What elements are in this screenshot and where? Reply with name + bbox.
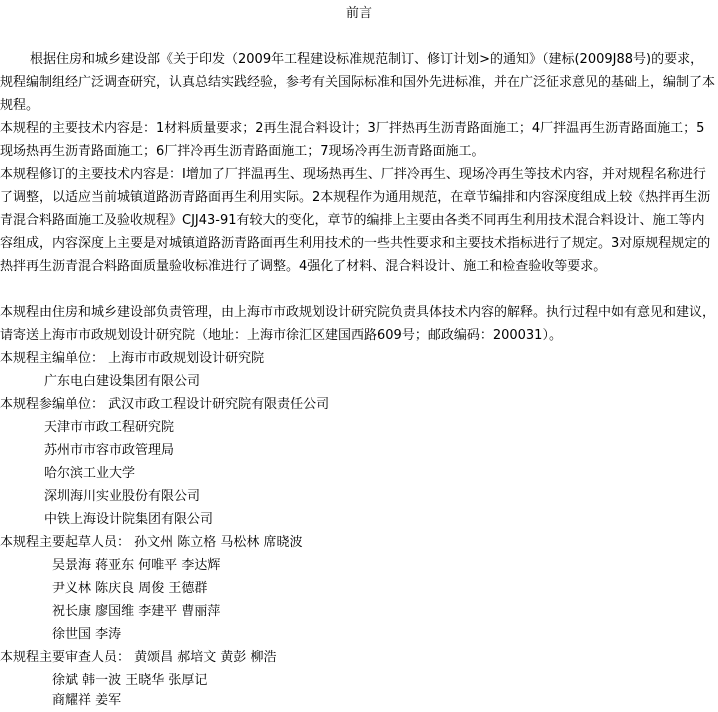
chief-editor-line (0, 347, 264, 370)
paragraph-revision-content: 本规程修订的主要技术内容是：I增加了厂拌温再生、现场热再生、厂拌冷再生、现场冷再生等技术内容，并对规程名称进行了调整，以适应当前城镇道路沥青路面再生利用实际。2本规程作为通用规范，在章节编排和内容深度组成上较《热拌再生沥青混合料路面施工及验收规程》CJJ43-91有较大的变化，章节的编排上主要由各类不同再生利用技术混合料设计、施工等内容组成，内容深度上主要是对城镇道路沥青路面再生利用技术的一些共性要求和主要技术指标进行了规定。3对原规程规定的热拌再生沥青混合料路面质量验收标准进行了调整。4强化了材料、混合料设计、施工和检查验收等要求。 (0, 167, 711, 274)
participating-unit: 武汉市政工程设计研究院有限责任公司 (108, 397, 330, 412)
paragraph-main-content: 本规程的主要技术内容是：1材料质量要求；2再生混合料设计；3厂拌热再生沥青路面施工；4厂拌温再生沥青路面施工；5现场热再生沥青路面施工；6厂拌冷再生沥青路面施工；7现场冷再生沥青路面施工。 (0, 121, 705, 159)
drafters-names: 尹义林 陈庆良 周俊 王德群 (52, 581, 208, 596)
drafters-names: 祝长康 廖国维 李建平 曹丽萍 (52, 604, 221, 619)
chief-editor-unit: 上海市市政规划设计研究院 (108, 351, 265, 366)
reviewers-names: 商耀祥 姜军 (52, 693, 122, 708)
participating-unit: 深圳海川实业股份有限公司 (44, 489, 201, 504)
reviewers-names: 徐斌 韩一波 王晓华 张厚记 (52, 673, 208, 688)
drafters-names: 孙文州 陈立格 马松林 席晓波 (134, 535, 303, 550)
drafters-names: 徐世国 李涛 (52, 627, 122, 642)
chief-editor-heading: 本规程主编单位： (0, 351, 105, 366)
participating-unit: 天津市市政工程研究院 (44, 420, 175, 435)
reviewers-line (0, 646, 277, 669)
reviewers-names: 黄颂昌 郝培文 黄彭 柳浩 (134, 650, 277, 665)
drafters-names: 吴景海 蒋亚东 何唯平 李达辉 (52, 558, 221, 573)
participating-unit: 苏州市市容市政管理局 (44, 443, 175, 458)
chief-editor-unit: 广东电白建设集团有限公司 (44, 374, 201, 389)
participating-unit: 哈尔滨工业大学 (44, 466, 136, 481)
participating-heading: 本规程参编单位： (0, 397, 105, 412)
page-title: 前言 (345, 6, 372, 21)
participating-line (0, 393, 329, 416)
paragraph-management: 本规程由住房和城乡建设部负责管理，由上海市市政规划设计研究院负责具体技术内容的解释。执行过程中如有意见和建议，请寄送上海市市政规划设计研究院（地址：上海市徐汇区建国西路609号；邮政编码：200031）。 (0, 305, 716, 343)
drafters-heading: 本规程主要起草人员： (0, 535, 131, 550)
participating-unit: 中铁上海设计院集团有限公司 (44, 512, 214, 527)
paragraph-basis: 根据住房和城乡建设部《关于印发（2009年工程建设标准规范制订、修订计划>的通知》（建标(2009J88号)的要求，规程编制组经广泛调查研究，认真总结实践经验，参考有关国际标准和国外先进标准，并在广泛征求意见的基础上，编制了本规程。 (0, 52, 716, 113)
drafters-line (0, 531, 303, 554)
reviewers-heading: 本规程主要审查人员： (0, 650, 131, 665)
